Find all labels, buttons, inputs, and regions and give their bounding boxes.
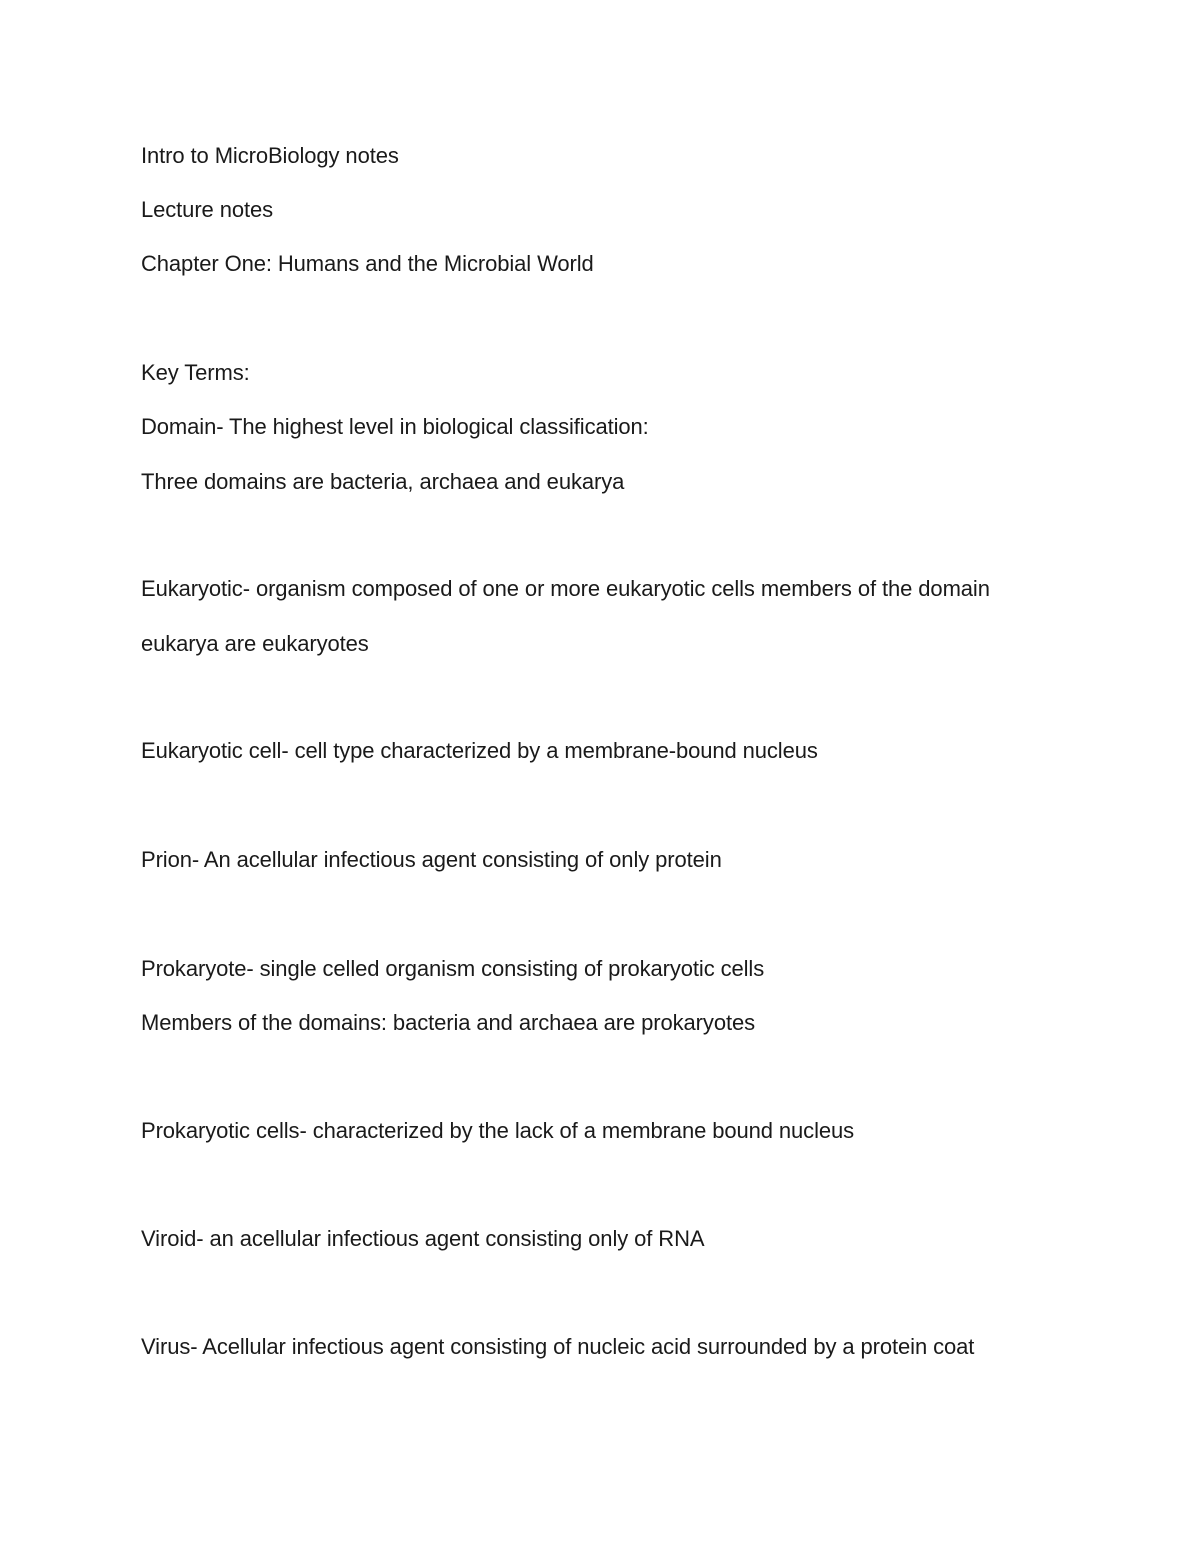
term-prion: Prion- An acellular infectious agent consisting of only protein [141,847,722,872]
document-subtitle: Lecture notes [141,197,274,222]
term-viroid: Viroid- an acellular infectious agent consisting only of RNA [141,1226,705,1251]
term-domain: Domain- The highest level in biological classification: [141,414,649,439]
term-eukaryotic: Eukaryotic- organism composed of one or more eukaryotic cells members of the domain [141,576,990,601]
term-domain-note: Three domains are bacteria, archaea and eukarya [141,469,625,494]
key-terms-heading: Key Terms: [141,360,250,385]
term-prokaryote-note: Members of the domains: bacteria and archaea are prokaryotes [141,1010,755,1035]
term-eukaryotic-continued: eukarya are eukaryotes [141,631,369,656]
term-prokaryotic-cells: Prokaryotic cells- characterized by the lack of a membrane bound nucleus [141,1118,855,1143]
term-virus: Virus- Acellular infectious agent consisting of nucleic acid surrounded by a protein coat [141,1334,975,1359]
document-title: Intro to MicroBiology notes [141,143,399,168]
term-prokaryote: Prokaryote- single celled organism consisting of prokaryotic cells [141,956,765,981]
term-eukaryotic-cell: Eukaryotic cell- cell type characterized by a membrane-bound nucleus [141,738,818,763]
chapter-heading: Chapter One: Humans and the Microbial World [141,251,594,276]
